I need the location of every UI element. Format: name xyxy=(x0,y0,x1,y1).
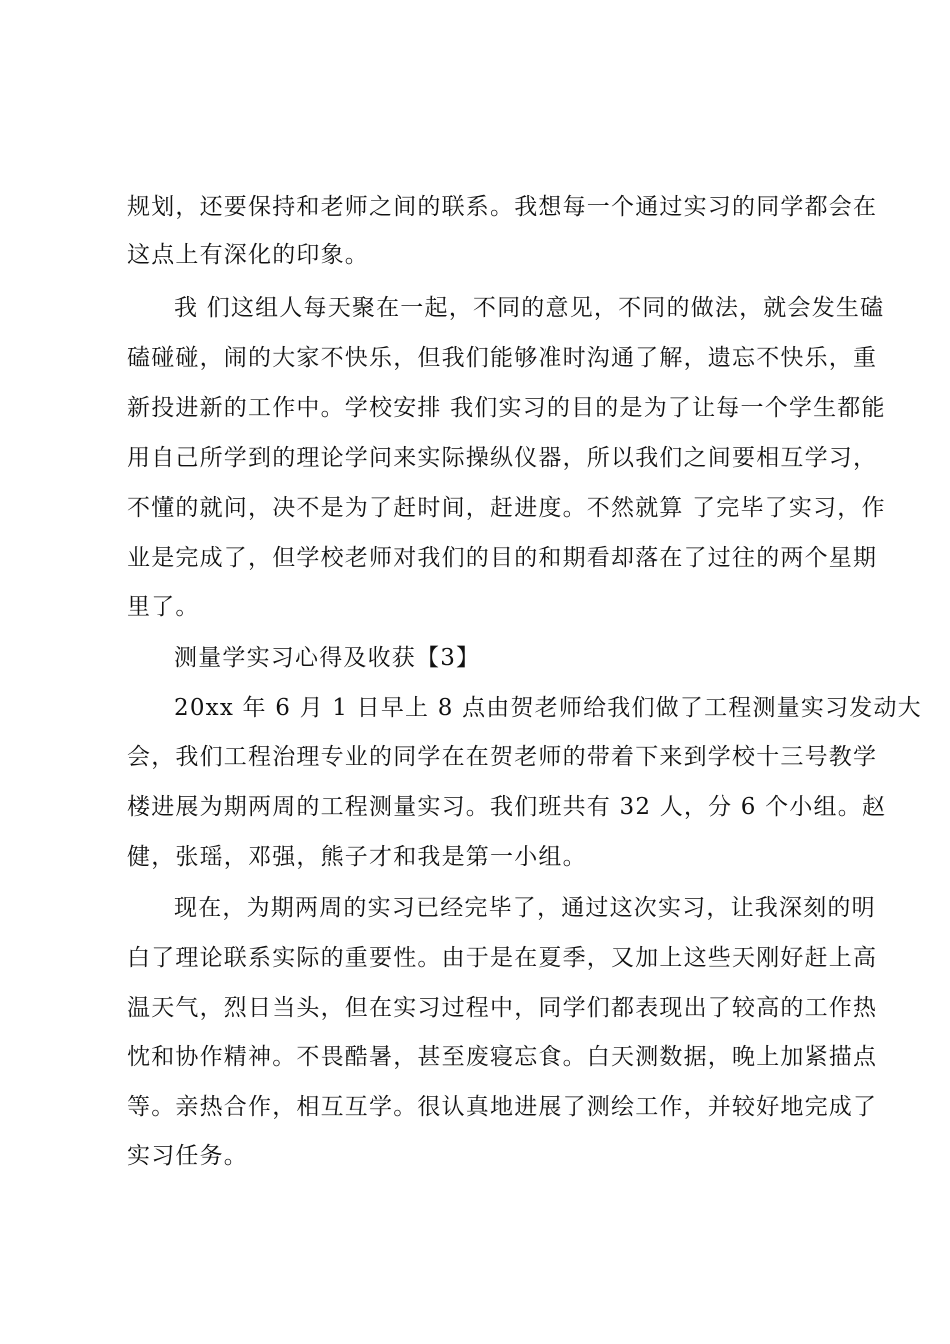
paragraph-line: 会，我们工程治理专业的同学在在贺老师的带着下来到学校十三号教学 xyxy=(127,744,878,770)
section-heading: 测量学实习心得及收获【3】 xyxy=(174,645,481,671)
paragraph-line: 白了理论联系实际的重要性。由于是在夏季，又加上这些天刚好赶上高 xyxy=(127,945,878,971)
paragraph-line: 现在，为期两周的实习已经完毕了，通过这次实习，让我深刻的明 xyxy=(174,895,876,921)
paragraph-line: 等。亲热合作，相互互学。很认真地进展了测绘工作，并较好地完成了 xyxy=(127,1094,878,1120)
paragraph-line: 20xx 年 6 月 1 日早上 8 点由贺老师给我们做了工程测量实习发动大 xyxy=(174,695,922,721)
paragraph-line: 业是完成了，但学校老师对我们的目的和期看却落在了过往的两个星期 xyxy=(127,545,878,571)
paragraph-line: 规划，还要保持和老师之间的联系。我想每一个通过实习的同学都会在 xyxy=(127,194,878,220)
paragraph-line: 新投进新的工作中。学校安排 我们实习的目的是为了让每一个学生都能 xyxy=(127,395,886,421)
paragraph-line: 不懂的就问，决不是为了赶时间，赶进度。不然就算 了完毕了实习，作 xyxy=(127,495,886,521)
paragraph-line: 忱和协作精神。不畏酷暑，甚至废寝忘食。白天测数据，晚上加紧描点 xyxy=(127,1044,878,1070)
paragraph-line: 实习任务。 xyxy=(127,1143,248,1169)
paragraph-line: 温天气，烈日当头，但在实习过程中，同学们都表现出了较高的工作热 xyxy=(127,995,878,1021)
paragraph-line: 磕碰碰，闹的大家不快乐，但我们能够准时沟通了解，遗忘不快乐，重 xyxy=(127,345,878,371)
paragraph-line: 我 们这组人每天聚在一起，不同的意见，不同的做法，就会发生磕 xyxy=(174,295,885,321)
paragraph-line: 楼进展为期两周的工程测量实习。我们班共有 32 人，分 6 个小组。赵 xyxy=(127,794,887,820)
paragraph-line: 用自己所学到的理论学问来实际操纵仪器，所以我们之间要相互学习， xyxy=(127,445,878,471)
paragraph-line: 这点上有深化的印象。 xyxy=(127,242,369,268)
paragraph-line: 里了。 xyxy=(127,594,200,620)
paragraph-line: 健，张瑶，邓强，熊子才和我是第一小组。 xyxy=(127,844,587,870)
